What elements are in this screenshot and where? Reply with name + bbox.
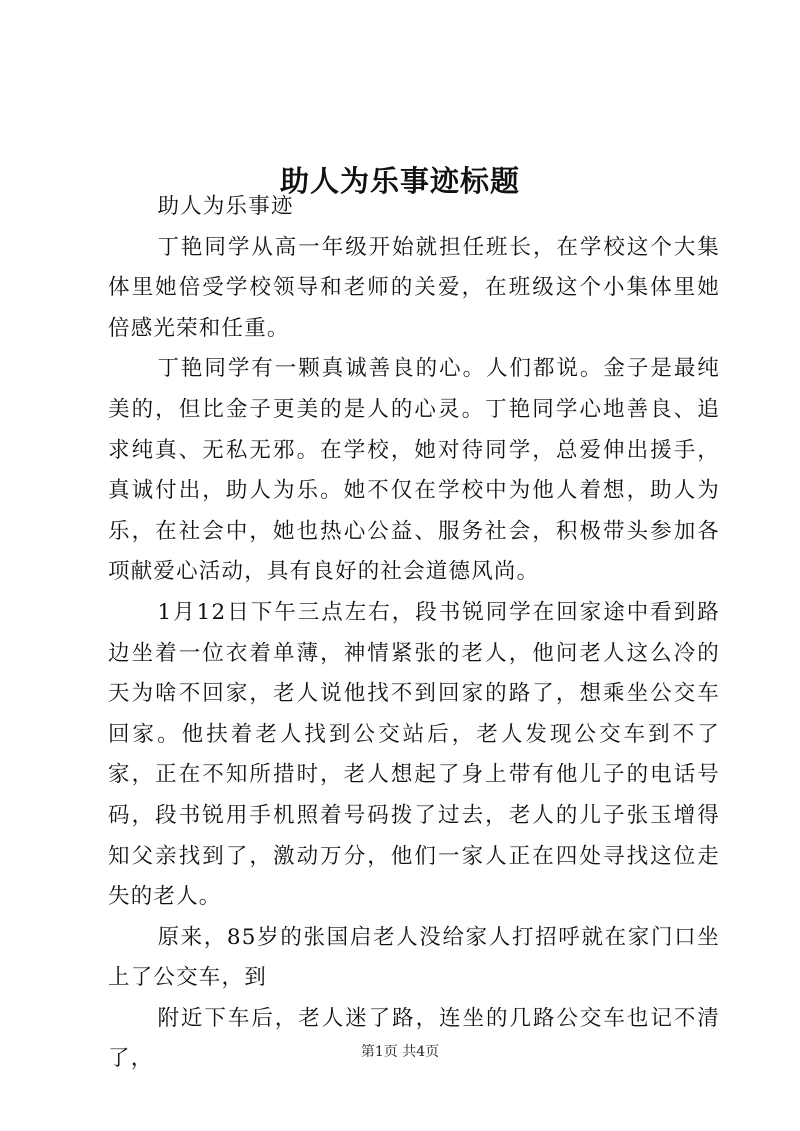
- paragraph-subtitle: 助人为乐事迹: [157, 194, 294, 219]
- page-footer: 第1页 共4页: [360, 1044, 440, 1060]
- paragraph: 1月12日下午三点左右，段书锐同学在回家途中看到路边坐着一位衣着单薄，神情紧张的老人，他问老人这么冷的天为啥不回家，老人说他找不到回家的路了，想乘坐公交车回家。他扶着老人找到公交站后，老人发现公交车到不了家，正在不知所措时，老人想起了身上带有他儿子的电话号码，段书锐用手机照着号码拨了过去，老人的儿子张玉增得知父亲找到了，激动万分，他们一家人正在四处寻找这位走失的老人。: [108, 599, 720, 910]
- document-body: [108, 187, 720, 1080]
- document-title: 助人为乐事迹标题: [279, 164, 520, 199]
- paragraph: 原来，85岁的张国启老人没给家人打招呼就在家门口坐上了公交车，到: [108, 924, 720, 991]
- paragraph: 丁艳同学从高一年级开始就担任班长，在学校这个大集体里她倍受学校领导和老师的关爱，在班级这个小集体里她倍感光荣和任重。: [108, 234, 720, 341]
- paragraph: 丁艳同学有一颗真诚善良的心。人们都说。金子是最纯美的，但比金子更美的是人的心灵。丁艳同学心地善良、追求纯真、无私无邪。在学校，她对待同学，总爱伸出援手，真诚付出，助人为乐。她不仅在学校中为他人着想，助人为乐，在社会中，她也热心公益、服务社会，积极带头参加各项献爱心活动，具有良好的社会道德风尚。: [108, 356, 720, 585]
- paragraph: 附近下车后，老人迷了路，连坐的几路公交车也记不清了，: [108, 1005, 720, 1072]
